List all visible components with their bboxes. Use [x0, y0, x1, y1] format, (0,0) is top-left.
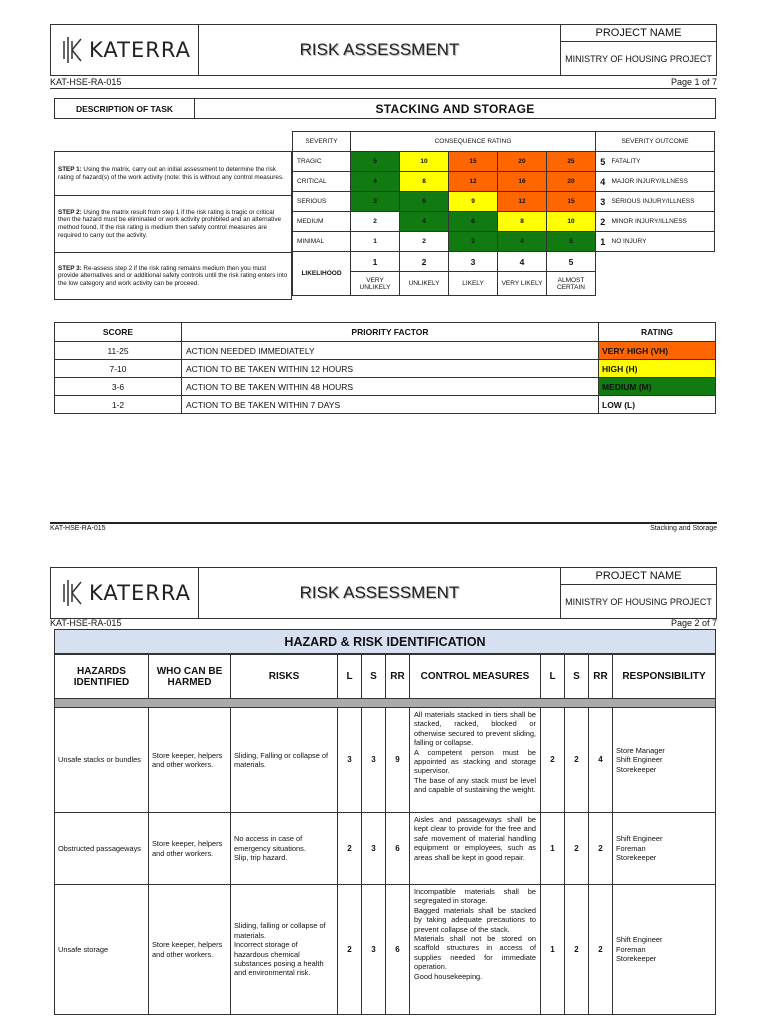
brand-name: KATERRA	[89, 581, 191, 605]
who-cell: Store keeper, helpers and other workers.	[149, 708, 231, 813]
likelihood-num: 5	[547, 252, 596, 272]
matrix-cell: 15	[449, 152, 498, 172]
hazard-row	[55, 813, 716, 885]
hazard-row	[55, 885, 716, 1015]
document-title: RISK ASSESSMENT	[199, 568, 561, 618]
responsibility-cell: Shift Engineer Foreman Storekeeper	[613, 813, 716, 885]
rr-cell: 6	[386, 885, 410, 1015]
task-description-label: DESCRIPTION OF TASK	[55, 99, 195, 118]
katerra-logo-icon	[61, 578, 83, 608]
risks-cell: Sliding, falling or collapse of materials. Incorrect storage of hazardous chemical substances posing a health and environmental risk.	[231, 885, 338, 1015]
l2-cell: 1	[541, 813, 565, 885]
likelihood-num: 3	[449, 252, 498, 272]
l2-cell: 2	[541, 708, 565, 813]
matrix-cell: 3	[449, 232, 498, 252]
col-risks: RISKS	[231, 655, 338, 699]
matrix-cell: 6	[400, 192, 449, 212]
severity-label: SERIOUS	[293, 192, 351, 212]
matrix-cell: 5	[351, 152, 400, 172]
matrix-cell: 12	[449, 172, 498, 192]
priority-row	[55, 342, 716, 360]
hazard-cell: Unsafe stacks or bundles	[55, 708, 149, 813]
priority-factor-header: PRIORITY FACTOR	[182, 323, 599, 342]
likelihood-num: 4	[498, 252, 547, 272]
likelihood-word: ALMOST CERTAIN	[547, 272, 596, 296]
s2-cell: 2	[565, 813, 589, 885]
priority-factor-cell: ACTION TO BE TAKEN WITHIN 48 HOURS	[182, 378, 599, 396]
matrix-cell: 10	[400, 152, 449, 172]
divider	[50, 88, 717, 89]
s-cell: 3	[362, 708, 386, 813]
col-responsibility: RESPONSIBILITY	[613, 655, 716, 699]
document-title: RISK ASSESSMENT	[199, 25, 561, 75]
col-control: CONTROL MEASURES	[410, 655, 541, 699]
page1-docline	[50, 77, 717, 87]
matrix-cell: 8	[400, 172, 449, 192]
matrix-cell: 5	[547, 232, 596, 252]
katerra-logo-icon	[61, 35, 83, 65]
likelihood-word: UNLIKELY	[400, 272, 449, 296]
hazard-table	[54, 654, 716, 1015]
col-rr: RR	[386, 655, 410, 699]
severity-number: 1	[596, 232, 610, 252]
matrix-cell: 25	[547, 152, 596, 172]
project-name-value: MINISTRY OF HOUSING PROJECT	[565, 596, 712, 607]
severity-outcome: MAJOR INJURY/ILLNESS	[610, 172, 715, 192]
matrix-cell: 4	[351, 172, 400, 192]
hazard-cell: Obstructed passageways	[55, 813, 149, 885]
likelihood-word: VERY LIKELY	[498, 272, 547, 296]
page-footer	[50, 525, 717, 532]
priority-factor-cell: ACTION TO BE TAKEN WITHIN 7 DAYS	[182, 396, 599, 414]
severity-header: SEVERITY	[293, 132, 351, 152]
matrix-cell: 4	[400, 212, 449, 232]
likelihood-label: LIKELIHOOD	[293, 252, 351, 296]
severity-label: TRAGIC	[293, 152, 351, 172]
likelihood-word: VERY UNLIKELY	[351, 272, 400, 296]
s2-cell: 2	[565, 885, 589, 1015]
col-l2: L	[541, 655, 565, 699]
col-rr2: RR	[589, 655, 613, 699]
rr-cell: 9	[386, 708, 410, 813]
severity-number: 5	[596, 152, 610, 172]
col-s: S	[362, 655, 386, 699]
l-cell: 2	[338, 885, 362, 1015]
rating-header: RATING	[599, 323, 716, 342]
footer-rule	[50, 522, 717, 524]
task-description-value: STACKING AND STORAGE	[375, 101, 535, 116]
matrix-cell: 9	[449, 192, 498, 212]
step-2: STEP 2: Using the matrix result from step 1 if the risk rating is tragic or critical then the hazard must be eliminated or work activity prohibited and an alternative method found. If the risk rating is medium then safety control measures are required to carry out the activity.	[55, 196, 291, 253]
project-name-label: PROJECT NAME	[561, 568, 716, 585]
page2-header	[50, 567, 717, 619]
severity-outcome: FATALITY	[610, 152, 715, 172]
matrix-cell: 16	[498, 172, 547, 192]
priority-factor-cell: ACTION NEEDED IMMEDIATELY	[182, 342, 599, 360]
col-hazards: HAZARDS IDENTIFIED	[55, 655, 149, 699]
who-cell: Store keeper, helpers and other workers.	[149, 813, 231, 885]
likelihood-num: 2	[400, 252, 449, 272]
matrix-cell: 12	[498, 192, 547, 212]
matrix-cell: 2	[351, 212, 400, 232]
matrix-cell: 8	[498, 212, 547, 232]
l-cell: 3	[338, 708, 362, 813]
page1-header	[50, 24, 717, 76]
severity-number: 4	[596, 172, 610, 192]
col-l: L	[338, 655, 362, 699]
l-cell: 2	[338, 813, 362, 885]
priority-factor-cell: ACTION TO BE TAKEN WITHIN 12 HOURS	[182, 360, 599, 378]
who-cell: Store keeper, helpers and other workers.	[149, 885, 231, 1015]
page2-docline	[50, 618, 717, 628]
l2-cell: 1	[541, 885, 565, 1015]
task-description	[54, 98, 716, 119]
severity-label: MEDIUM	[293, 212, 351, 232]
hazard-cell: Unsafe storage	[55, 885, 149, 1015]
doc-code: KAT-HSE-RA-015	[50, 77, 122, 87]
risks-cell: Sliding, Falling or collapse of materials.	[231, 708, 338, 813]
hazard-row	[55, 708, 716, 813]
project-name-label: PROJECT NAME	[561, 25, 716, 42]
score-header: SCORE	[55, 323, 182, 342]
company-logo	[51, 25, 199, 75]
page-number: Page 2 of 7	[670, 618, 717, 628]
risk-matrix	[292, 131, 715, 296]
matrix-cell: 6	[449, 212, 498, 232]
s-cell: 3	[362, 813, 386, 885]
likelihood-num: 1	[351, 252, 400, 272]
severity-outcome-header: SEVERITY OUTCOME	[596, 132, 715, 152]
footer-title: Stacking and Storage	[650, 525, 717, 532]
matrix-cell: 3	[351, 192, 400, 212]
score-cell: 3-6	[55, 378, 182, 396]
score-cell: 11-25	[55, 342, 182, 360]
matrix-cell: 20	[498, 152, 547, 172]
brand-name: KATERRA	[89, 38, 191, 62]
severity-label: MINIMAL	[293, 232, 351, 252]
doc-code: KAT-HSE-RA-015	[50, 618, 122, 628]
severity-outcome: SERIOUS INJURY/ILLNESS	[610, 192, 715, 212]
s-cell: 3	[362, 885, 386, 1015]
rating-cell: MEDIUM (M)	[599, 378, 716, 396]
severity-number: 2	[596, 212, 610, 232]
assessment-steps	[54, 151, 292, 300]
control-cell: Incompatible materials shall be segregated in storage. Bagged materials shall be stacked by taking adequate precautions to prevent collapse of the stack. Materials shall not be stored on scaffold structures in access of supplies needed for immediate operation. Good housekeeping.	[410, 885, 541, 1015]
matrix-cell: 10	[547, 212, 596, 232]
step-1: STEP 1: Using the matrix, carry out an initial assessment to determine the risk rating of hazard(s) of the work activity (note: this is without any control measures.	[55, 152, 291, 196]
matrix-cell: 15	[547, 192, 596, 212]
header-band	[55, 699, 716, 708]
risks-cell: No access in case of emergency situations. Slip, trip hazard.	[231, 813, 338, 885]
control-cell: Aisles and passageways shall be kept clear to provide for the free and safe movement of material handling equipment or employees, such as areas shall be kept in good repair.	[410, 813, 541, 885]
rating-cell: HIGH (H)	[599, 360, 716, 378]
priority-row	[55, 360, 716, 378]
matrix-cell: 2	[400, 232, 449, 252]
footer-doc-code: KAT-HSE-RA-015	[50, 525, 106, 532]
page-number: Page 1 of 7	[670, 77, 717, 87]
col-s2: S	[565, 655, 589, 699]
rr2-cell: 4	[589, 708, 613, 813]
score-cell: 7-10	[55, 360, 182, 378]
priority-table	[54, 322, 716, 414]
severity-outcome: MINOR INJURY/ILLNESS	[610, 212, 715, 232]
hazard-banner: HAZARD & RISK IDENTIFICATION	[54, 629, 716, 654]
severity-number: 3	[596, 192, 610, 212]
s2-cell: 2	[565, 708, 589, 813]
step-3: STEP 3: Re-assess step 2 if the risk rating remains medium then you must provide alternatives and or additional safety controls until the risk rating enters into the low category and work activity can be proceed.	[58, 264, 288, 287]
col-who: WHO CAN BE HARMED	[149, 655, 231, 699]
priority-row	[55, 396, 716, 414]
rr2-cell: 2	[589, 813, 613, 885]
rating-cell: LOW (L)	[599, 396, 716, 414]
matrix-cell: 4	[498, 232, 547, 252]
consequence-header: CONSEQUENCE RATING	[351, 132, 596, 152]
responsibility-cell: Store Manager Shift Engineer Storekeeper	[613, 708, 716, 813]
matrix-cell: 1	[351, 232, 400, 252]
control-cell: All materials stacked in tiers shall be stacked, racked, blocked or otherwise secured to prevent sliding, falling or collapse. A competent person must be appointed as stacking and storage supervisor. The base of any stack must be level and capable of sustaining the weight.	[410, 708, 541, 813]
company-logo	[51, 568, 199, 618]
matrix-cell: 20	[547, 172, 596, 192]
rating-cell: VERY HIGH (VH)	[599, 342, 716, 360]
rr-cell: 6	[386, 813, 410, 885]
score-cell: 1-2	[55, 396, 182, 414]
likelihood-word: LIKELY	[449, 272, 498, 296]
responsibility-cell: Shift Engineer Foreman Storekeeper	[613, 885, 716, 1015]
priority-row	[55, 378, 716, 396]
rr2-cell: 2	[589, 885, 613, 1015]
severity-label: CRITICAL	[293, 172, 351, 192]
severity-outcome: NO INJURY	[610, 232, 715, 252]
project-name-value: MINISTRY OF HOUSING PROJECT	[565, 53, 712, 64]
